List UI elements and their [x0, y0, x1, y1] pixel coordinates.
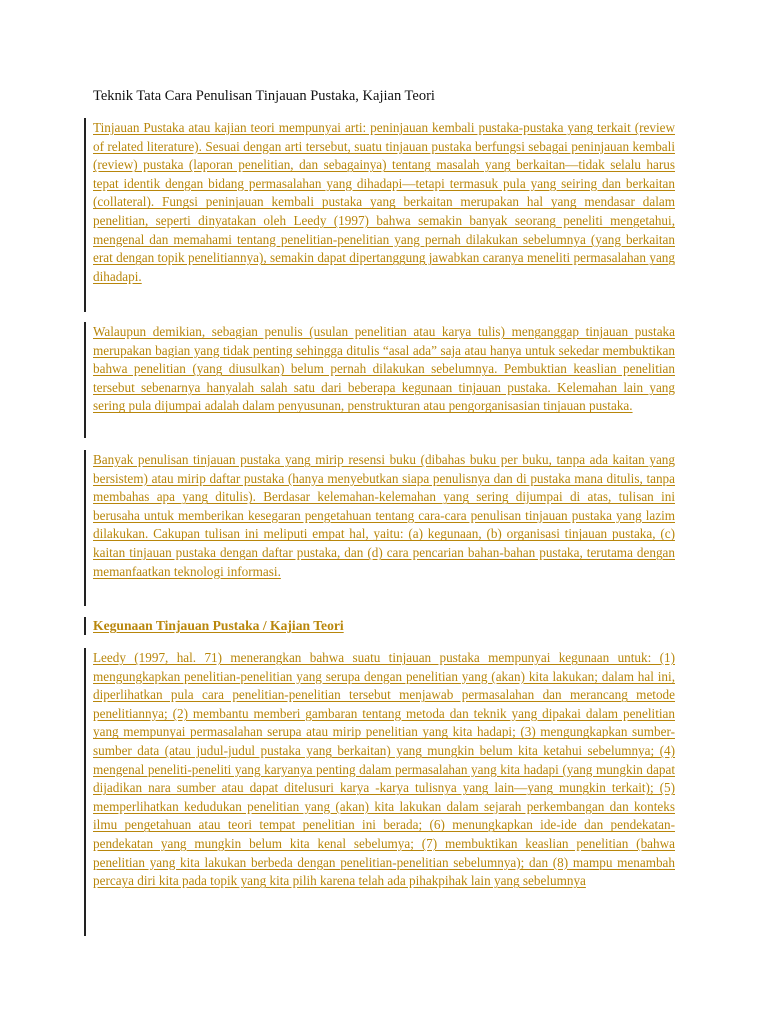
- change-bar-4: [84, 617, 86, 635]
- change-bar-3: [84, 450, 86, 606]
- change-bar-2: [84, 322, 86, 438]
- change-bar-5: [84, 648, 86, 936]
- section-paragraph: Leedy (1997, hal. 71) menerangkan bahwa suatu tinjauan pustaka mempunyai kegunaan untuk: (1) mengungkapkan penelitian-penelitian yang serupa dengan penelitian yang (akan) kita lakukan; dalam hal ini, diperlihatkan pula cara penelitian-penelitian tersebut menjawab permasalahan dan merancang metode penelitiannya; (2) membantu memberi gambaran tentang metoda dan teknik yang dipakai dalam penelitian yang mempunyai permasalahan serupa atau mirip penelitian yang kita hadapi; (3) mengungkapkan sumber-sumber data (atau judul-judul pustaka yang berkaitan) yang mungkin belum kita ketahui sebelumnya; (4) mengenal peneliti-peneliti yang karyanya penting dalam permasalahan yang kita hadapi (yang mungkin dapat dijadikan nara sumber atau dapat ditelusuri karya -karya tulisnya yang lain—yang mungkin terkait); (5) memperlihatkan kedudukan penelitian yang (akan) kita lakukan dalam sejarah perkembangan dan konteks ilmu pengetahuan atau teori tempat penelitian ini berada; (6) menungkapkan ide-ide dan pendekatan-pendekatan yang mungkin belum kita kenal sebelumya; (7) membuktikan keaslian penelitian (bahwa penelitian yang kita lakukan berbeda dengan penelitian-penelitian sebelumnya); dan (8) mampu menambah percaya diri kita pada topik yang kita pilih karena telah ada pihakpihak lain yang sebelumnya: [93, 650, 675, 889]
- paragraph-1: Tinjauan Pustaka atau kajian teori mempunyai arti: peninjauan kembali pustaka-pustaka yang terkait (review of related literature). Sesuai dengan arti tersebut, suatu tinjauan pustaka berfungsi sebagai peninjauan kembali (review) pustaka (laporan penelitian, dan sebagainya) tentang masalah yang berkaitan—tidak selalu harus tepat identik dengan bidang permasalahan yang dihadapi—tetapi termasuk pula yang seiring dan berkaitan (collateral). Fungsi peninjauan kembali pustaka yang berkaitan merupakan hal yang mendasar dalam penelitian, seperti dinyatakan oleh Leedy (1997) bahwa semakin banyak seorang peneliti mengetahui, mengenal dan memahami tentang penelitian-penelitian yang pernah dilakukan sebelumnya (yang berkaitan erat dengan topik penelitiannya), semakin dapat dipertanggung jawabkan caranya meneliti permasalahan yang dihadapi.: [93, 120, 675, 284]
- page-title: Teknik Tata Cara Penulisan Tinjauan Pustaka, Kajian Teori: [93, 88, 435, 104]
- section-heading: Kegunaan Tinjauan Pustaka / Kajian Teori: [93, 618, 344, 633]
- change-bar-1: [84, 118, 86, 312]
- paragraph-3: Banyak penulisan tinjauan pustaka yang mirip resensi buku (dibahas buku per buku, tanpa ada kaitan yang bersistem) atau mirip daftar pustaka (hanya menyebutkan siapa penulisnya dan di pustaka mana ditulis, tanpa membahas apa yang ditulis). Berdasar kelemahan-kelemahan yang sering dijumpai di atas, tulisan ini berusaha untuk memberikan kesegaran pengetahuan tentang cara-cara penulisan tinjauan pustaka yang lazim dilakukan. Cakupan tulisan ini meliputi empat hal, yaitu: (a) kegunaan, (b) organisasi tinjauan pustaka, (c) kaitan tinjauan pustaka dengan daftar pustaka, dan (d) cara pencarian bahan-bahan pustaka, terutama dengan memanfaatkan teknologi informasi.: [93, 452, 675, 579]
- paragraph-2: Walaupun demikian, sebagian penulis (usulan penelitian atau karya tulis) menganggap tinjauan pustaka merupakan bagian yang tidak penting sehingga ditulis “asal ada” saja atau hanya untuk sekedar membuktikan bahwa penelitian (yang diusulkan) belum pernah dilakukan sebelumnya. Pembuktian keaslian penelitian tersebut sebenarnya hanyalah salah satu dari beberapa kegunaan tinjauan pustaka. Kelemahan lain yang sering pula dijumpai adalah dalam penyusunan, penstrukturan atau pengorganisasian tinjauan pustaka.: [93, 324, 675, 414]
